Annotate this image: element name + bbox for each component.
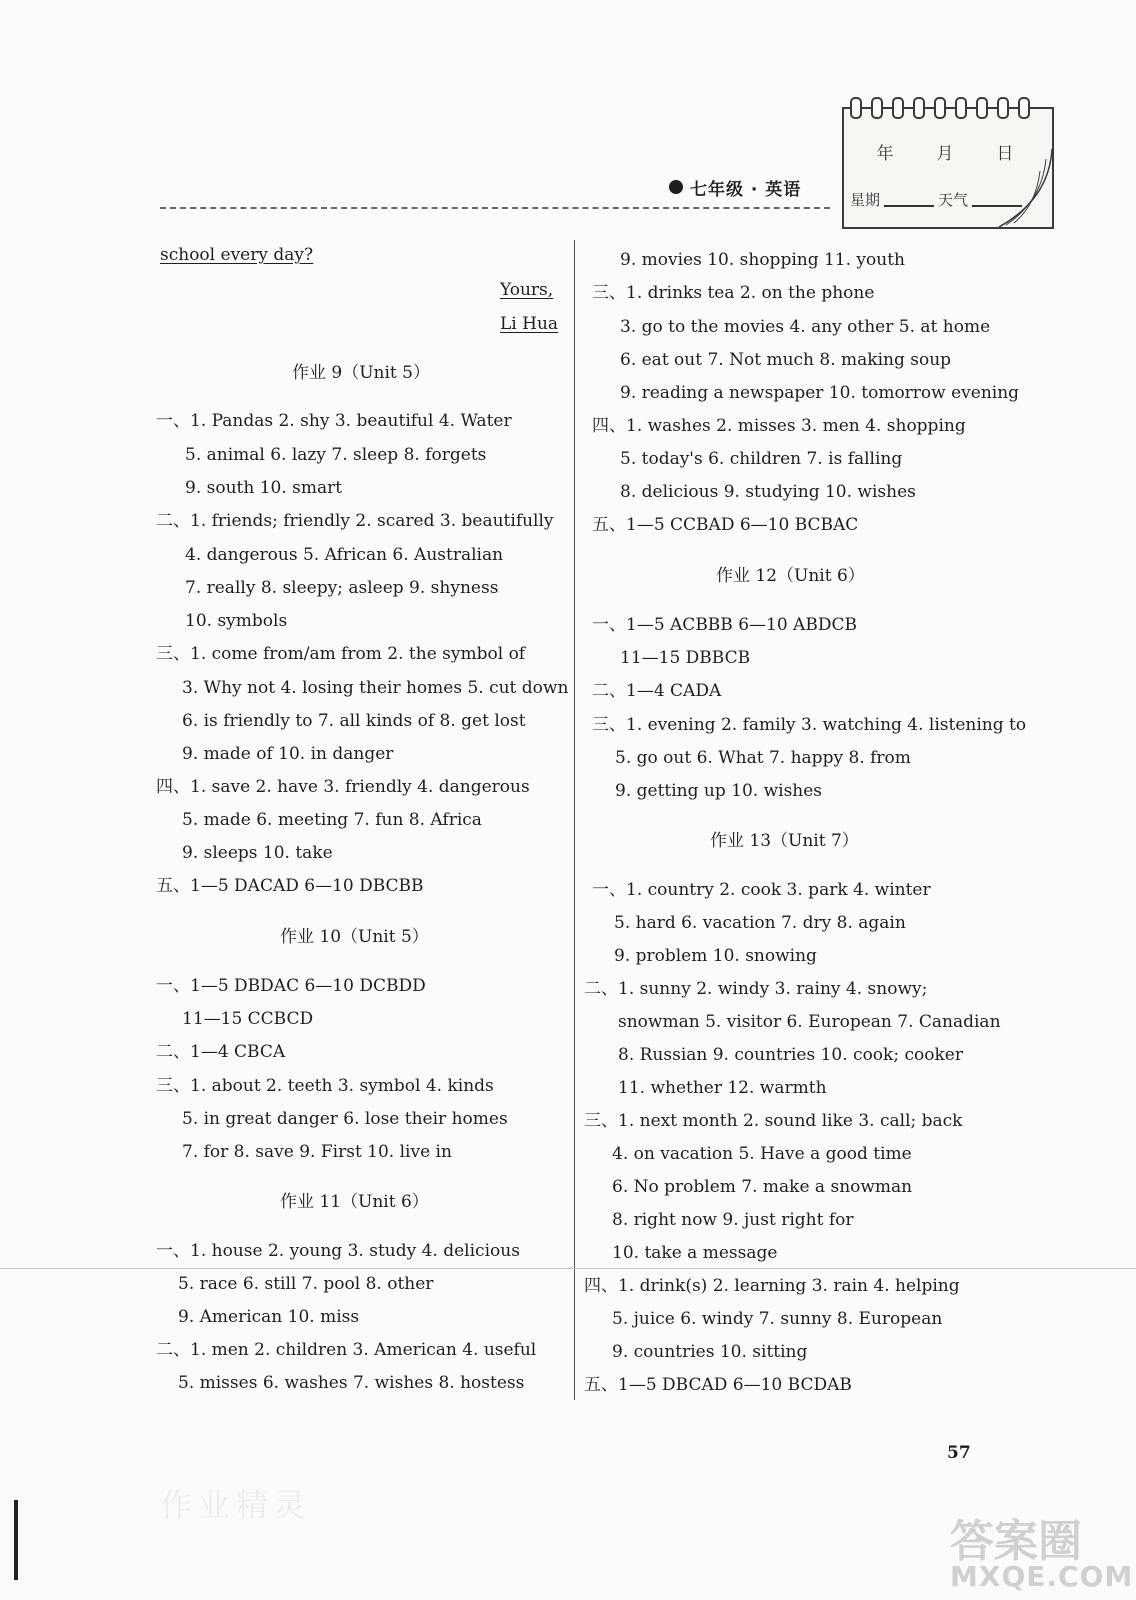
answer-line: 5. go out 6. What 7. happy 8. from [615,748,911,768]
weather-label: 天气 [938,191,969,209]
ring-icon [955,97,967,119]
section-heading: 作业 10（Unit 5） [280,927,429,947]
ring-icon [871,97,883,119]
page-number: 57 [947,1443,971,1463]
letter-signature: Li Hua [500,314,559,334]
corner-watermark: 作业精灵 [160,1486,313,1524]
answer-line: 9. movies 10. shopping 11. youth [620,250,905,270]
answer-line: 8. Russian 9. countries 10. cook; cooker [618,1045,963,1065]
answer-line: 一、1. Pandas 2. shy 3. beautiful 4. Water [156,411,512,431]
logo-watermark: 答案圈 [950,1516,1082,1567]
answer-line: 9. countries 10. sitting [612,1342,808,1362]
answer-line: 7. really 8. sleepy; asleep 9. shyness [185,578,499,598]
answer-line: 4. dangerous 5. African 6. Australian [185,545,504,565]
answer-line: 5. animal 6. lazy 7. sleep 8. forgets [185,445,487,465]
scan-edge-mark [14,1500,18,1580]
answer-line: 5. in great danger 6. lose their homes [182,1109,508,1129]
answer-line: 6. is friendly to 7. all kinds of 8. get lost [182,711,526,731]
answer-line: 五、1—5 CCBAD 6—10 BCBAC [592,515,859,535]
month-label: 月 [936,144,960,164]
answer-line: 5. made 6. meeting 7. fun 8. Africa [182,810,482,830]
ring-icon [1018,97,1030,119]
section-heading: 作业 13（Unit 7） [710,831,859,851]
section-heading: 作业 9（Unit 5） [292,363,430,383]
answer-line: 三、1. evening 2. family 3. watching 4. listening to [592,715,1027,735]
answer-line: 5. hard 6. vacation 7. dry 8. again [614,913,906,933]
answer-line: 4. on vacation 5. Have a good time [612,1144,912,1164]
answer-line: 8. right now 9. just right for [612,1210,854,1230]
letter-closing-line: school every day? [160,245,314,265]
answer-line: 6. No problem 7. make a snowman [612,1177,913,1197]
answer-line: 5. misses 6. washes 7. wishes 8. hostess [178,1373,525,1393]
answer-line: 二、1—4 CADA [592,681,722,701]
answer-line: 10. take a message [612,1243,778,1263]
answer-line: 四、1. drink(s) 2. learning 3. rain 4. helping [584,1276,960,1296]
answer-line: 一、1—5 ACBBB 6—10 ABDCB [592,615,857,635]
answer-line: 五、1—5 DBCAD 6—10 BCDAB [584,1375,852,1395]
letter-signoff: Yours, [500,280,554,300]
answer-line: 5. race 6. still 7. pool 8. other [178,1274,434,1294]
answer-line: 三、1. come from/am from 2. the symbol of [156,644,526,664]
answer-line: 9. sleeps 10. take [182,843,333,863]
answer-line: 一、1—5 DBDAC 6—10 DCBDD [156,976,426,996]
ring-icon [850,97,862,119]
answer-line: 5. juice 6. windy 7. sunny 8. European [612,1309,943,1329]
calendar-widget [842,107,1054,229]
answer-line: 10. symbols [185,611,288,631]
week-label: 星期 [850,191,881,209]
answer-line: 9. made of 10. in danger [182,744,394,764]
ring-icon [976,97,988,119]
answer-line: 五、1—5 DACAD 6—10 DBCBB [156,876,424,896]
year-label: 年 [876,144,900,164]
section-heading: 作业 12（Unit 6） [716,566,865,586]
ring-icon [913,97,925,119]
answer-line: 四、1. washes 2. misses 3. men 4. shopping [592,416,966,436]
answer-line: 3. Why not 4. losing their homes 5. cut down [182,678,569,698]
answer-line: 9. American 10. miss [178,1307,360,1327]
bullet-icon [669,180,683,194]
column-divider [574,240,575,1400]
answer-line: 一、1. country 2. cook 3. park 4. winter [592,880,931,900]
section-heading: 作业 11（Unit 6） [280,1192,429,1212]
ring-icon [997,97,1009,119]
site-watermark: MXQE.COM [950,1560,1134,1593]
answer-line: 7. for 8. save 9. First 10. live in [182,1142,452,1162]
answer-line: 四、1. save 2. have 3. friendly 4. dangerous [156,777,530,797]
answer-line: 3. go to the movies 4. any other 5. at home [620,317,991,337]
page-curl-icon [994,149,1054,229]
day-label: 日 [996,144,1020,164]
scan-fold-line [0,1268,1136,1269]
answer-line: 11. whether 12. warmth [618,1078,827,1098]
answer-line: 三、1. drinks tea 2. on the phone [592,283,875,303]
answer-line: 6. eat out 7. Not much 8. making soup [620,350,952,370]
answer-line: 二、1. sunny 2. windy 3. rainy 4. snowy; [584,979,928,999]
answer-line: 11—15 CCBCD [182,1009,314,1029]
answer-line: 8. delicious 9. studying 10. wishes [620,482,916,502]
answer-line: 9. getting up 10. wishes [615,781,823,801]
header-divider [160,207,830,209]
ring-icon [934,97,946,119]
answer-line: 9. south 10. smart [185,478,343,498]
answer-line: snowman 5. visitor 6. European 7. Canadian [618,1012,1001,1032]
answer-line: 三、1. about 2. teeth 3. symbol 4. kinds [156,1076,494,1096]
answer-line: 5. today's 6. children 7. is falling [620,449,903,469]
header-title: 七年级 · 英语 [690,180,802,200]
answer-line: 11—15 DBBCB [620,648,751,668]
answer-line: 一、1. house 2. young 3. study 4. delicious [156,1241,520,1261]
answer-line: 二、1—4 CBCA [156,1042,286,1062]
week-blank [884,205,934,207]
answer-line: 9. reading a newspaper 10. tomorrow evening [620,383,1020,403]
ring-icon [892,97,904,119]
answer-line: 9. problem 10. snowing [614,946,817,966]
answer-line: 二、1. men 2. children 3. American 4. useful [156,1340,537,1360]
answer-line: 三、1. next month 2. sound like 3. call; back [584,1111,963,1131]
answer-line: 二、1. friends; friendly 2. scared 3. beautifully [156,511,554,531]
